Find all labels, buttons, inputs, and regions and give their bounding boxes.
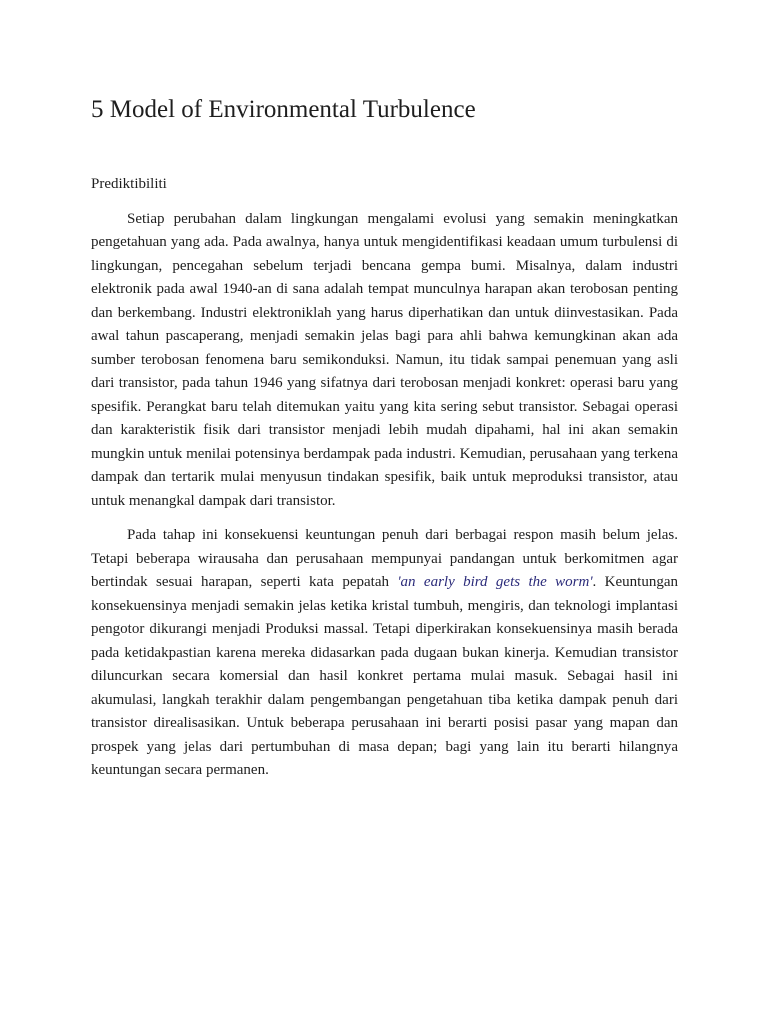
proverb-quote: 'an early bird gets the worm' xyxy=(397,574,593,590)
section-heading: Prediktibiliti xyxy=(91,176,167,192)
paragraph-2-text-after: . Keuntungan konsekuensinya menjadi semakin jelas ketika kristal tumbuh, mengiris, dan teknologi implantasi pengotor dikurangi menjadi Produksi massal. Tetapi diperkirakan konsekuensinya masih berada pada ketidakpastian karena mereka didasarkan pada dugaan bukan kinerja. Kemudian transistor diluncurkan secara komersial dan hasil konkret pertama mulai masuk. Sebagai hasil ini akumulasi, langkah terakhir dalam pengembangan pengetahuan tiba ketika dampak penuh dari transistor direalisasikan. Untuk beberapa perusahaan ini berarti posisi pasar yang mapan dan prospek yang jelas dari pertumbuhan di masa depan; bagi yang lain itu berarti hilangnya keuntungan secara permanen. xyxy=(91,574,678,778)
paragraph-2 xyxy=(91,524,678,783)
document-body xyxy=(91,92,678,783)
paragraph-1: Setiap perubahan dalam lingkungan mengalami evolusi yang semakin meningkatkan pengetahuan yang ada. Pada awalnya, hanya untuk mengidentifikasi keadaan umum turbulensi di lingkungan, pencegahan sebelum terjadi bencana gempa bumi. Misalnya, dalam industri elektronik pada awal 1940-an di sana adalah tempat munculnya harapan akan terobosan penting dan berkembang. Industri elektroniklah yang harus diperhatikan dan untuk diinvestasikan. Pada awal tahun pascaperang, menjadi semakin jelas bagi para ahli bahwa kemungkinan akan ada sumber terobosan fenomena baru semikonduksi. Namun, itu tidak sampai penemuan yang asli dari transistor, pada tahun 1946 yang sifatnya dari terobosan menjadi konkret: operasi baru yang spesifik. Perangkat baru telah ditemukan yaitu yang kita sering sebut transistor. Sebagai operasi dan karakteristik fisik dari transistor menjadi lebih mudah dipahami, hal ini akan semakin mungkin untuk menilai potensinya berdampak pada industri. Kemudian, perusahaan yang terkena dampak dan tertarik mulai menyusun tindakan spesifik, baik untuk meproduksi transistor, atau untuk menangkal dampak dari transistor. xyxy=(91,210,678,509)
document-title: 5 Model of Environmental Turbulence xyxy=(91,96,476,123)
paragraph-2-text-before: Pada tahap ini konsekuensi keuntungan penuh dari berbagai respon masih belum jelas. Tetapi beberapa wirausaha dan perusahaan mempunyai pandangan untuk berkomitmen agar bertindak sesuai harapan, seperti kata pepatah xyxy=(91,527,678,590)
